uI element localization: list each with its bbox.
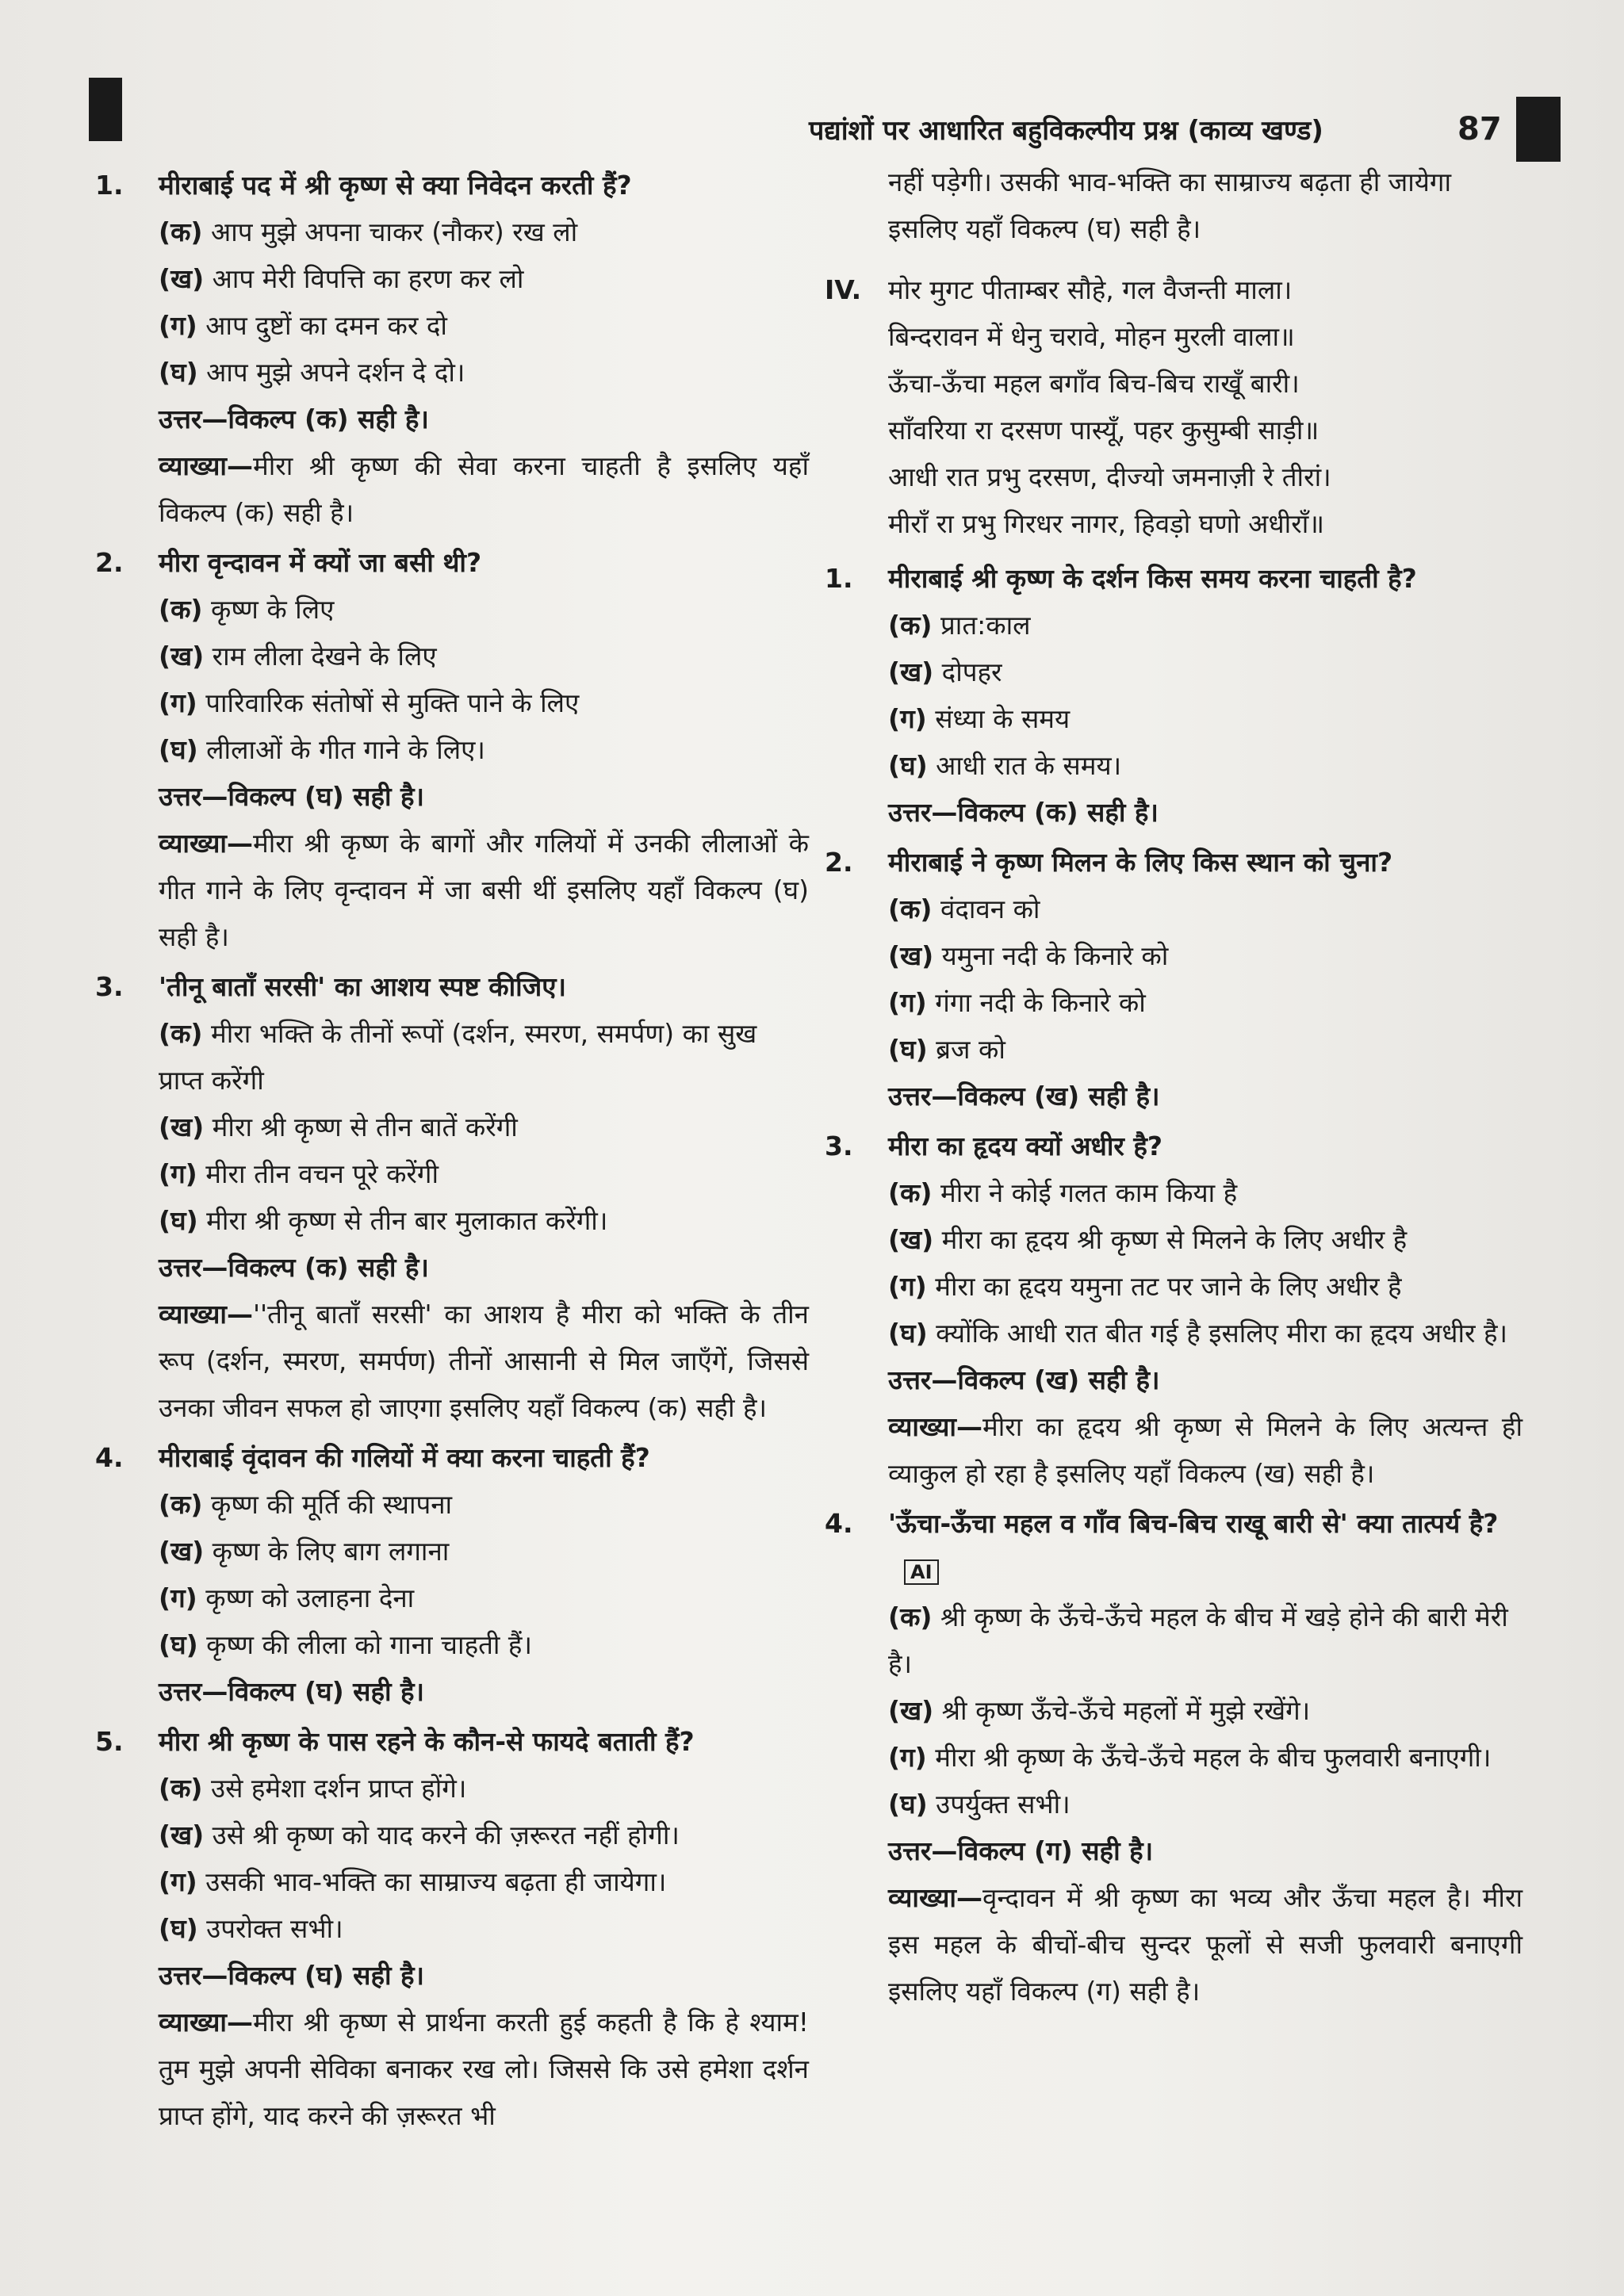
option-text: उसे श्री कृष्ण को याद करने की ज़रूरत नहीं होगी।	[212, 1820, 680, 1850]
question-number: 3.	[95, 971, 124, 1002]
option-text: ब्रज को	[936, 1034, 1005, 1065]
option	[95, 586, 809, 633]
explanation	[95, 442, 809, 536]
option	[95, 1621, 809, 1668]
question	[95, 1718, 809, 1765]
option-text: मीरा का हृदय यमुना तट पर जाने के लिए अधीर है	[935, 1271, 1402, 1302]
option	[825, 602, 1522, 649]
option-letter: (क)	[159, 1018, 203, 1049]
option-letter: (ग)	[888, 1271, 927, 1302]
option-text: उसे हमेशा दर्शन प्राप्त होंगे।	[211, 1773, 467, 1804]
explanation-text: वृन्दावन में श्री कृष्ण का भव्य और ऊँचा महल है। मीरा इस महल के बीचों-बीच सुन्दर फूलों से सजी फुलवारी बनाएगी इसलिए यहाँ विकल्प (ग) सही है।	[888, 1882, 1522, 2007]
option	[95, 255, 809, 302]
explanation-text: ''तीनू बाताँ सरसी' का आशय है मीरा को भक्ति के तीन रूप (दर्शन, स्मरण, समर्पण) तीनों आसानी से मिल जाएँगें, जिससे उनका जीवन सफल हो जाएगा इसलिए यहाँ विकल्प (क) सही है।	[159, 1299, 809, 1423]
option-letter: (ख)	[888, 940, 934, 971]
option-text: गंगा नदी के किनारे को	[935, 987, 1146, 1018]
option-letter: (ख)	[159, 1536, 205, 1567]
option	[95, 302, 809, 349]
option	[825, 1310, 1522, 1357]
option	[95, 209, 809, 255]
option-text: कृष्ण की मूर्ति की स्थापना	[211, 1489, 453, 1520]
question-text: मीरा श्री कृष्ण के पास रहने के कौन-से फायदे बताती हैं?	[159, 1726, 695, 1757]
option-letter: (घ)	[159, 734, 198, 765]
option-letter: (ग)	[159, 687, 197, 718]
option-text: आप मुझे अपने दर्शन दे दो।	[206, 357, 465, 388]
option-text: राम लीला देखने के लिए	[212, 641, 437, 672]
answer: उत्तर—विकल्प (घ) सही है।	[159, 1676, 425, 1707]
option-letter: (क)	[159, 1489, 203, 1520]
explanation-text: मीरा का हृदय श्री कृष्ण से मिलने के लिए अत्यन्त ही व्याकुल हो रहा है इसलिए यहाँ विकल्प (ख) सही है।	[888, 1411, 1522, 1489]
option-letter: (घ)	[888, 1034, 928, 1065]
option-text: कृष्ण की लीला को गाना चाहती हैं।	[206, 1629, 532, 1660]
option-letter: (ख)	[888, 656, 934, 687]
answer: उत्तर—विकल्प (ख) सही है।	[888, 1081, 1160, 1112]
option	[95, 1812, 809, 1858]
page-tab-mark	[1516, 97, 1561, 162]
question-text: 'ऊँचा-ऊँचा महल व गाँव बिच-बिच राखू बारी से' क्या तात्पर्य है?	[888, 1508, 1499, 1539]
corner-mark	[89, 78, 122, 141]
option-letter: (ख)	[159, 263, 205, 294]
option-text: कृष्ण को उलाहना देना	[205, 1582, 415, 1613]
option-text: कृष्ण के लिए बाग लगाना	[212, 1536, 450, 1567]
option-letter: (क)	[159, 1773, 203, 1804]
verse-line: मीराँ रा प्रभु गिरधर नागर, हिवड़ो घणो अधीराँ॥	[888, 508, 1325, 539]
option	[95, 1150, 809, 1197]
option	[825, 695, 1522, 742]
explanation-label: व्याख्या—	[888, 1882, 982, 1913]
option-text: मीरा भक्ति के तीनों रूपों (दर्शन, स्मरण, समर्पण) का सुख प्राप्त करेंगी	[159, 1018, 757, 1096]
option-letter: (ख)	[159, 1112, 205, 1142]
question-text: मीरा का हृदय क्यों अधीर है?	[888, 1131, 1163, 1161]
question-number: 2.	[825, 847, 853, 878]
option-letter: (ग)	[888, 1742, 927, 1773]
option-text: उसकी भाव-भक्ति का साम्राज्य बढ़ता ही जायेगा।	[205, 1866, 667, 1897]
option	[95, 633, 809, 679]
option-letter: (क)	[888, 610, 933, 641]
option-text: यमुना नदी के किनारे को	[941, 940, 1169, 971]
option	[825, 1026, 1522, 1073]
option-letter: (घ)	[159, 357, 198, 388]
option-text: श्री कृष्ण के ऊँचे-ऊँचे महल के बीच में खड़े होने की बारी मेरी है।	[888, 1601, 1508, 1679]
question	[825, 555, 1522, 602]
option-text: आप मेरी विपत्ति का हरण कर लो	[212, 263, 524, 294]
verse-line: साँवरिया रा दरसण पास्यूँ, पहर कुसुम्बी साड़ी॥	[888, 415, 1320, 446]
question	[825, 839, 1522, 886]
option	[825, 1781, 1522, 1827]
option	[95, 1528, 809, 1575]
option-text: कृष्ण के लिए	[211, 594, 335, 625]
answer: उत्तर—विकल्प (ख) सही है।	[888, 1364, 1160, 1395]
question-text: मीराबाई ने कृष्ण मिलन के लिए किस स्थान को चुना?	[888, 847, 1393, 878]
answer: उत्तर—विकल्प (क) सही है।	[159, 1252, 429, 1283]
option	[95, 679, 809, 726]
explanation-text: मीरा श्री कृष्ण से प्रार्थना करती हुई कहती है कि हे श्याम! तुम मुझे अपनी सेविका बनाकर रख लो। जिससे कि उसे हमेशा दर्शन प्राप्त होंगे, याद करने की ज़रूरत भी	[159, 2007, 809, 2131]
question	[95, 963, 809, 1010]
running-header: पद्यांशों पर आधारित बहुविकल्पीय प्रश्न (काव्य खण्ड)	[809, 115, 1323, 147]
option	[825, 1687, 1522, 1734]
option-letter: (घ)	[159, 1205, 198, 1236]
right-questions	[825, 555, 1522, 2015]
explanation-label: व्याख्या—	[159, 450, 253, 481]
option-text: दोपहर	[941, 656, 1002, 687]
continued-explanation: नहीं पड़ेगी। उसकी भाव-भक्ति का साम्राज्य बढ़ता ही जायेगा इसलिए यहाँ विकल्प (घ) सही है।	[888, 166, 1452, 244]
page-number: 87	[1457, 111, 1502, 147]
question-text: मीरा वृन्दावन में क्यों जा बसी थी?	[159, 547, 482, 578]
option	[95, 1481, 809, 1528]
option	[825, 979, 1522, 1026]
explanation-label: व्याख्या—	[159, 1299, 253, 1330]
option	[825, 1263, 1522, 1310]
option-letter: (ग)	[159, 1866, 197, 1897]
answer: उत्तर—विकल्प (क) सही है।	[159, 404, 429, 434]
question-text: मीराबाई श्री कृष्ण के दर्शन किस समय करना चाहती है?	[888, 563, 1417, 594]
option-text: प्रात:काल	[940, 610, 1031, 641]
question-number: 1.	[95, 170, 124, 201]
option-text: संध्या के समय	[935, 703, 1071, 734]
option	[95, 1575, 809, 1621]
option-text: मीरा का हृदय श्री कृष्ण से मिलने के लिए अधीर है	[941, 1224, 1408, 1255]
question-text: मीराबाई वृंदावन की गलियों में क्या करना चाहती हैं?	[159, 1442, 650, 1473]
option-letter: (क)	[159, 216, 203, 247]
option	[95, 1858, 809, 1905]
question-text: मीराबाई पद में श्री कृष्ण से क्या निवेदन करती हैं?	[159, 170, 632, 201]
option-text: वंदावन को	[940, 894, 1040, 924]
option-letter: (ग)	[888, 987, 927, 1018]
option-text: मीरा श्री कृष्ण के ऊँचे-ऊँचे महल के बीच फुलवारी बनाएगी।	[935, 1742, 1492, 1773]
option	[825, 886, 1522, 932]
option-letter: (ग)	[888, 703, 927, 734]
option-letter: (घ)	[888, 1318, 928, 1349]
option-letter: (ग)	[159, 1158, 197, 1189]
option-text: आधी रात के समय।	[936, 750, 1122, 781]
explanation-label: व्याख्या—	[159, 828, 253, 859]
question	[95, 162, 809, 209]
question-number: 1.	[825, 563, 853, 594]
explanation-text: मीरा श्री कृष्ण के बागों और गलियों में उनकी लीलाओं के गीत गाने के लिए वृन्दावन में जा बसी थीं इसलिए यहाँ विकल्प (घ) सही है।	[159, 828, 809, 952]
verse-line: मोर मुगट पीताम्बर सौहे, गल वैजन्ती माला।	[888, 274, 1293, 305]
option	[95, 1765, 809, 1812]
option-text: मीरा तीन वचन पूरे करेंगी	[205, 1158, 439, 1189]
option-text: मीरा श्री कृष्ण से तीन बातें करेंगी	[212, 1112, 518, 1142]
verse-line: बिन्दरावन में धेनु चरावे, मोहन मुरली वाला॥	[888, 321, 1295, 352]
question	[825, 1500, 1522, 1594]
option-letter: (घ)	[888, 750, 928, 781]
option	[95, 1010, 809, 1104]
option	[825, 1594, 1522, 1687]
left-column	[95, 159, 809, 2139]
option-letter: (क)	[159, 594, 203, 625]
question	[825, 1123, 1522, 1169]
option-text: श्री कृष्ण ऊँचे-ऊँचे महलों में मुझे रखेंगे।	[941, 1695, 1311, 1726]
question	[95, 1434, 809, 1481]
option	[95, 1905, 809, 1952]
option	[825, 1216, 1522, 1263]
option-text: मीरा श्री कृष्ण से तीन बार मुलाकात करेंगी।	[206, 1205, 608, 1236]
answer: उत्तर—विकल्प (घ) सही है।	[159, 781, 425, 812]
option-text: उपर्युक्त सभी।	[936, 1789, 1071, 1820]
option-letter: (ग)	[159, 1582, 197, 1613]
verse-block	[825, 266, 1522, 313]
explanation-label: व्याख्या—	[159, 2007, 253, 2038]
option	[95, 1197, 809, 1244]
option-letter: (घ)	[159, 1913, 198, 1944]
option-text: पारिवारिक संतोषों से मुक्ति पाने के लिए	[205, 687, 580, 718]
explanation	[825, 1403, 1522, 1497]
answer: उत्तर—विकल्प (घ) सही है।	[159, 1960, 425, 1991]
explanation	[95, 1291, 809, 1431]
question-text: 'तीनू बाताँ सरसी' का आशय स्पष्ट कीजिए।	[159, 971, 566, 1002]
answer: उत्तर—विकल्प (क) सही है।	[888, 797, 1159, 828]
right-column	[825, 159, 1522, 2015]
option-text: लीलाओं के गीत गाने के लिए।	[206, 734, 485, 765]
option-letter: (ख)	[159, 641, 205, 672]
question-number: 4.	[825, 1508, 853, 1539]
option-letter: (घ)	[159, 1629, 198, 1660]
verse-line: आधी रात प्रभु दरसण, दीज्यो जमनाज़ी रे तीरां।	[888, 461, 1331, 492]
question	[95, 539, 809, 586]
verse-number: IV.	[825, 274, 862, 305]
option	[95, 349, 809, 396]
option	[825, 649, 1522, 695]
question-number: 4.	[95, 1442, 124, 1473]
explanation-text: मीरा श्री कृष्ण की सेवा करना चाहती है इसलिए यहाँ विकल्प (क) सही है।	[159, 450, 809, 528]
option-letter: (क)	[888, 1601, 933, 1632]
option-text: क्योंकि आधी रात बीत गई है इसलिए मीरा का हृदय अधीर है।	[936, 1318, 1508, 1349]
explanation	[95, 1999, 809, 2139]
option	[825, 932, 1522, 979]
option	[825, 1734, 1522, 1781]
option-letter: (ख)	[159, 1820, 205, 1850]
option-text: आप दुष्टों का दमन कर दो	[205, 310, 447, 341]
question-number: 5.	[95, 1726, 124, 1757]
option-text: आप मुझे अपना चाकर (नौकर) रख लो	[211, 216, 578, 247]
option	[825, 1169, 1522, 1216]
option-letter: (ग)	[159, 310, 197, 341]
explanation	[95, 820, 809, 960]
explanation-label: व्याख्या—	[888, 1411, 982, 1442]
ai-badge: AI	[904, 1559, 939, 1585]
option-letter: (ख)	[888, 1695, 934, 1726]
verse-line: ऊँचा-ऊँचा महल बगाँव बिच-बिच राखूँ बारी।	[888, 368, 1300, 399]
option-letter: (घ)	[888, 1789, 928, 1820]
answer: उत्तर—विकल्प (ग) सही है।	[888, 1835, 1154, 1866]
option-text: उपरोक्त सभी।	[206, 1913, 343, 1944]
option	[825, 742, 1522, 789]
question-number: 3.	[825, 1131, 853, 1161]
explanation	[825, 1874, 1522, 2015]
option	[95, 726, 809, 773]
option-text: मीरा ने कोई गलत काम किया है	[940, 1177, 1238, 1208]
option-letter: (क)	[888, 894, 933, 924]
option	[95, 1104, 809, 1150]
question-number: 2.	[95, 547, 124, 578]
option-letter: (ख)	[888, 1224, 934, 1255]
option-letter: (क)	[888, 1177, 933, 1208]
